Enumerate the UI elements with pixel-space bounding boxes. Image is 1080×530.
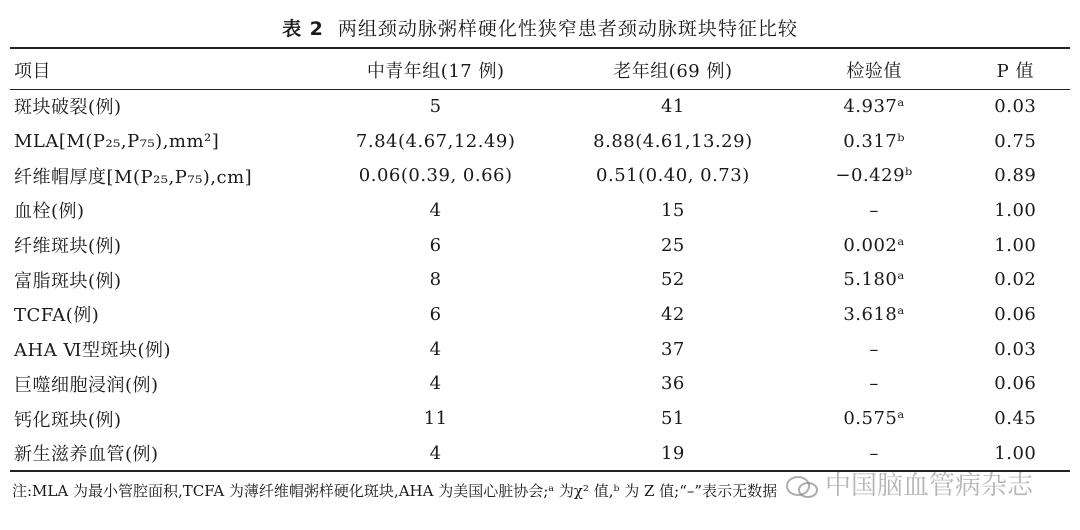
item-cell: 斑块破裂(例)	[14, 97, 122, 119]
young-group-cell: 11	[423, 408, 448, 430]
p-value-cell: 0.75	[994, 130, 1037, 152]
old-group-cell: 19	[660, 442, 685, 464]
p-value-cell: 0.89	[994, 165, 1037, 187]
table-row	[10, 367, 1070, 402]
watermark	[785, 465, 1033, 502]
old-group-cell: 36	[660, 373, 685, 395]
young-group-cell: 5	[429, 95, 442, 117]
item-cell: 新生滋养血管(例)	[14, 444, 159, 466]
item-cell: 血栓(例)	[14, 201, 85, 223]
table-footnote: 注:MLA 为最小管腔面积,TCFA 为薄纤维帽粥样硬化斑块,AHA 为美国心脏协会;ᵃ 为χ² 值,ᵇ 为 Z 值;“–”表示无数据	[12, 482, 778, 500]
test-value-cell: –	[869, 442, 879, 464]
header-test-value: 检验值	[846, 60, 902, 82]
young-group-cell: 4	[429, 338, 442, 360]
table-row	[10, 124, 1070, 159]
p-value-cell: 0.03	[994, 95, 1037, 117]
test-value-cell: –	[869, 338, 879, 360]
p-value-cell: 1.00	[994, 442, 1037, 464]
test-value-cell: 3.618ᵃ	[843, 303, 905, 325]
test-value-cell: 4.937ᵃ	[843, 95, 905, 117]
test-value-cell: 0.575ᵃ	[843, 408, 905, 430]
young-group-cell: 8	[429, 269, 442, 291]
young-group-cell: 0.06(0.39, 0.66)	[358, 165, 513, 187]
table-row	[10, 401, 1070, 436]
p-value-cell: 1.00	[994, 199, 1037, 221]
table-row	[10, 193, 1070, 228]
wechat-icon	[785, 475, 819, 499]
test-value-cell: 0.317ᵇ	[843, 130, 905, 152]
table-row	[10, 297, 1070, 332]
item-cell: 富脂斑块(例)	[14, 270, 122, 292]
old-group-cell: 51	[660, 408, 685, 430]
item-cell: TCFA(例)	[14, 305, 100, 327]
p-value-cell: 1.00	[994, 234, 1037, 256]
old-group-cell: 25	[660, 234, 685, 256]
old-group-cell: 41	[660, 95, 685, 117]
table-row	[10, 332, 1070, 367]
header-young-group: 中青年组(17 例)	[366, 60, 505, 82]
young-group-cell: 4	[429, 199, 442, 221]
young-group-cell: 6	[429, 303, 442, 325]
table-row	[10, 89, 1070, 124]
test-value-cell: –	[869, 373, 879, 395]
item-cell: MLA[M(P₂₅,P₇₅),mm²]	[14, 130, 220, 152]
table-row	[10, 158, 1070, 193]
item-cell: 纤维斑块(例)	[14, 236, 122, 258]
header-row	[10, 50, 1070, 89]
table-title	[0, 14, 1080, 41]
watermark-text: 中国脑血管病杂志	[825, 471, 1034, 501]
table-caption: 两组颈动脉粥样硬化性狭窄患者颈动脉斑块特征比较	[337, 18, 798, 40]
young-group-cell: 7.84(4.67,12.49)	[355, 130, 516, 152]
old-group-cell: 0.51(0.40, 0.73)	[596, 165, 750, 187]
table-number: 表 2	[282, 18, 324, 40]
old-group-cell: 15	[660, 199, 685, 221]
p-value-cell: 0.03	[994, 338, 1037, 360]
header-item: 项目	[14, 60, 51, 82]
header-old-group: 老年组(69 例)	[613, 60, 733, 82]
table-row	[10, 262, 1070, 297]
item-cell: AHA Ⅵ型斑块(例)	[14, 340, 172, 362]
old-group-cell: 52	[660, 269, 685, 291]
header-p-value: P 值	[996, 60, 1034, 82]
test-value-cell: –	[869, 199, 879, 221]
test-value-cell: 5.180ᵃ	[843, 269, 905, 291]
young-group-cell: 4	[429, 442, 442, 464]
item-cell: 纤维帽厚度[M(P₂₅,P₇₅),cm]	[14, 166, 253, 188]
table-body	[10, 89, 1070, 471]
top-rule	[10, 47, 1070, 49]
p-value-cell: 0.06	[994, 303, 1037, 325]
old-group-cell: 42	[660, 303, 685, 325]
p-value-cell: 0.06	[994, 373, 1037, 395]
test-value-cell: 0.002ᵃ	[843, 234, 905, 256]
old-group-cell: 37	[660, 338, 685, 360]
comparison-table	[10, 50, 1070, 471]
item-cell: 巨噬细胞浸润(例)	[14, 374, 159, 396]
p-value-cell: 0.02	[994, 269, 1037, 291]
old-group-cell: 8.88(4.61,13.29)	[593, 130, 753, 152]
test-value-cell: −0.429ᵇ	[835, 165, 913, 187]
young-group-cell: 4	[429, 373, 442, 395]
item-cell: 钙化斑块(例)	[14, 409, 122, 431]
p-value-cell: 0.45	[994, 408, 1037, 430]
table-row	[10, 228, 1070, 263]
young-group-cell: 6	[429, 234, 442, 256]
